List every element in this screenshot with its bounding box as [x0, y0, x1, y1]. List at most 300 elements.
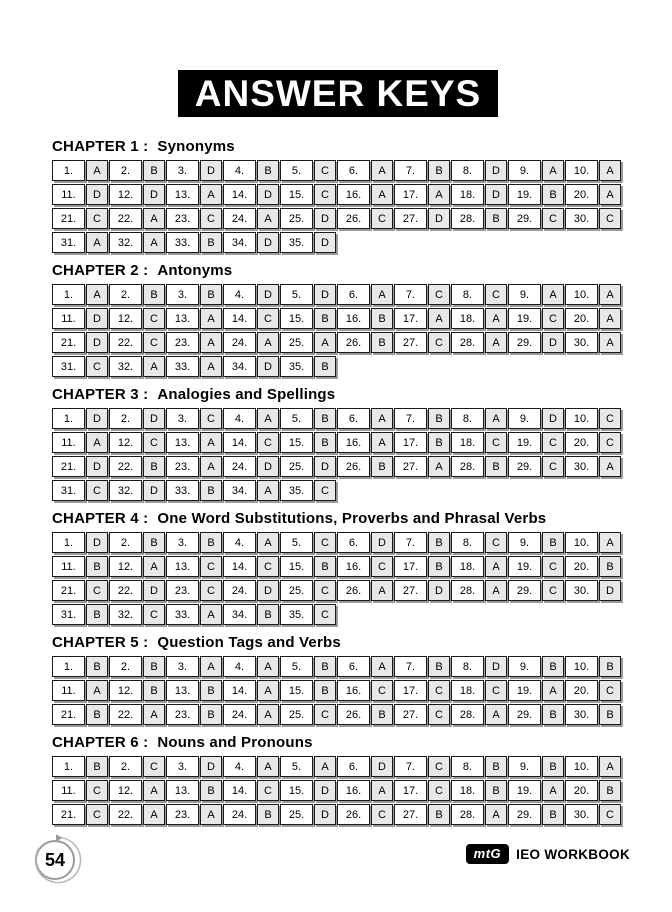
question-number-cell: 30.	[565, 332, 598, 353]
answer-cell: B	[200, 284, 222, 305]
page-number: 54	[44, 849, 66, 870]
answer-row	[52, 160, 624, 184]
answer-cell: A	[485, 556, 507, 577]
question-number-cell: 2.	[109, 532, 142, 553]
question-number-cell: 19.	[508, 680, 541, 701]
answer-cell: A	[371, 184, 393, 205]
answer-cell: C	[314, 604, 336, 625]
answer-cell: B	[371, 704, 393, 725]
question-number-cell: 10.	[565, 284, 598, 305]
answer-cell: A	[143, 232, 165, 253]
answer-cell: B	[428, 656, 450, 677]
question-number-cell: 11.	[52, 184, 85, 205]
mtg-logo: mtG	[466, 844, 510, 864]
answer-cell: A	[485, 804, 507, 825]
answer-cell: A	[428, 456, 450, 477]
answer-cell: B	[428, 408, 450, 429]
answer-cell: D	[314, 804, 336, 825]
answer-cell: C	[485, 432, 507, 453]
answer-cell: C	[86, 356, 108, 377]
answer-cell: D	[428, 580, 450, 601]
question-number-cell: 21.	[52, 456, 85, 477]
question-number-cell: 26.	[337, 332, 370, 353]
question-number-cell: 20.	[565, 680, 598, 701]
chapter-title: One Word Substitutions, Proverbs and Phrasal Verbs	[157, 510, 547, 527]
question-number-cell: 20.	[565, 432, 598, 453]
answer-cell: C	[542, 208, 564, 229]
question-number-cell: 1.	[52, 160, 85, 181]
question-number-cell: 7.	[394, 756, 427, 777]
chapter-number-label: CHAPTER 3 :	[52, 386, 149, 403]
answer-cell: D	[371, 756, 393, 777]
answer-cell: A	[143, 556, 165, 577]
publisher-brand	[466, 844, 630, 864]
question-number-cell: 26.	[337, 208, 370, 229]
question-number-cell: 3.	[166, 532, 199, 553]
answer-cell: A	[257, 332, 279, 353]
answer-cell: A	[257, 756, 279, 777]
answer-cell: A	[257, 208, 279, 229]
answer-cell: A	[542, 284, 564, 305]
answer-cell: D	[200, 756, 222, 777]
question-number-cell: 35.	[280, 356, 313, 377]
question-number-cell: 15.	[280, 780, 313, 801]
answer-cell: A	[86, 160, 108, 181]
chapter-number-label: CHAPTER 4 :	[52, 510, 149, 527]
question-number-cell: 5.	[280, 532, 313, 553]
answer-cell: A	[200, 456, 222, 477]
question-number-cell: 9.	[508, 656, 541, 677]
question-number-cell: 15.	[280, 308, 313, 329]
answer-cell: B	[314, 432, 336, 453]
question-number-cell: 22.	[109, 332, 142, 353]
answer-cell: B	[542, 184, 564, 205]
question-number-cell: 34.	[223, 232, 256, 253]
question-number-cell: 23.	[166, 580, 199, 601]
question-number-cell: 24.	[223, 804, 256, 825]
question-number-cell: 28.	[451, 332, 484, 353]
question-number-cell: 11.	[52, 780, 85, 801]
question-number-cell: 13.	[166, 556, 199, 577]
question-number-cell: 18.	[451, 780, 484, 801]
question-number-cell: 25.	[280, 804, 313, 825]
question-number-cell: 4.	[223, 284, 256, 305]
answer-cell: B	[200, 480, 222, 501]
answer-row	[52, 680, 624, 704]
answer-cell: C	[542, 432, 564, 453]
answer-cell: B	[542, 532, 564, 553]
answer-cell: C	[257, 780, 279, 801]
question-number-cell: 6.	[337, 756, 370, 777]
question-number-cell: 9.	[508, 160, 541, 181]
answer-cell: C	[371, 680, 393, 701]
answer-cell: D	[314, 208, 336, 229]
chapter-heading	[52, 386, 624, 403]
question-number-cell: 16.	[337, 184, 370, 205]
answer-cell: D	[371, 532, 393, 553]
question-number-cell: 24.	[223, 704, 256, 725]
answer-cell: D	[86, 308, 108, 329]
question-number-cell: 11.	[52, 556, 85, 577]
answer-row	[52, 656, 624, 680]
answer-table	[52, 532, 624, 628]
answer-cell: A	[599, 284, 621, 305]
answer-cell: B	[485, 208, 507, 229]
answer-table	[52, 284, 624, 380]
question-number-cell: 35.	[280, 480, 313, 501]
workbook-name: IEO WORKBOOK	[516, 846, 630, 862]
question-number-cell: 1.	[52, 656, 85, 677]
question-number-cell: 16.	[337, 680, 370, 701]
question-number-cell: 32.	[109, 604, 142, 625]
answer-row	[52, 232, 624, 256]
answer-cell: C	[542, 556, 564, 577]
answer-cell: B	[143, 160, 165, 181]
answer-cell: C	[314, 160, 336, 181]
answer-cell: C	[428, 780, 450, 801]
question-number-cell: 3.	[166, 656, 199, 677]
chapter-title: Antonyms	[157, 262, 233, 279]
answer-cell: C	[371, 556, 393, 577]
answer-cell: B	[485, 756, 507, 777]
question-number-cell: 33.	[166, 356, 199, 377]
question-number-cell: 6.	[337, 160, 370, 181]
answer-cell: D	[599, 580, 621, 601]
question-number-cell: 7.	[394, 656, 427, 677]
answer-row	[52, 408, 624, 432]
chapter-number-label: CHAPTER 6 :	[52, 734, 149, 751]
question-number-cell: 10.	[565, 656, 598, 677]
answer-cell: D	[86, 408, 108, 429]
answer-cell: B	[314, 680, 336, 701]
answer-cell: C	[257, 556, 279, 577]
answer-cell: D	[485, 656, 507, 677]
question-number-cell: 23.	[166, 804, 199, 825]
question-number-cell: 27.	[394, 456, 427, 477]
question-number-cell: 34.	[223, 480, 256, 501]
question-number-cell: 13.	[166, 184, 199, 205]
answer-cell: C	[314, 704, 336, 725]
question-number-cell: 14.	[223, 308, 256, 329]
chapter-6	[52, 734, 624, 828]
question-number-cell: 31.	[52, 232, 85, 253]
question-number-cell: 12.	[109, 308, 142, 329]
answer-cell: A	[542, 780, 564, 801]
question-number-cell: 21.	[52, 704, 85, 725]
question-number-cell: 14.	[223, 432, 256, 453]
question-number-cell: 25.	[280, 456, 313, 477]
question-number-cell: 8.	[451, 284, 484, 305]
question-number-cell: 4.	[223, 656, 256, 677]
question-number-cell: 31.	[52, 480, 85, 501]
question-number-cell: 22.	[109, 580, 142, 601]
answer-cell: A	[200, 432, 222, 453]
answer-cell: C	[542, 456, 564, 477]
question-number-cell: 19.	[508, 308, 541, 329]
question-number-cell: 21.	[52, 208, 85, 229]
answer-cell: C	[542, 580, 564, 601]
question-number-cell: 19.	[508, 780, 541, 801]
answer-cell: C	[86, 480, 108, 501]
answer-cell: B	[428, 160, 450, 181]
answer-table	[52, 408, 624, 504]
answer-cell: B	[86, 556, 108, 577]
answer-cell: C	[371, 208, 393, 229]
question-number-cell: 21.	[52, 804, 85, 825]
answer-cell: C	[200, 556, 222, 577]
question-number-cell: 32.	[109, 480, 142, 501]
chapter-title: Question Tags and Verbs	[157, 634, 341, 651]
chapter-number-label: CHAPTER 1 :	[52, 138, 149, 155]
question-number-cell: 19.	[508, 432, 541, 453]
answer-cell: A	[200, 332, 222, 353]
question-number-cell: 22.	[109, 704, 142, 725]
answer-cell: C	[200, 208, 222, 229]
answer-cell: A	[143, 356, 165, 377]
answer-cell: A	[599, 184, 621, 205]
answer-cell: B	[428, 432, 450, 453]
question-number-cell: 30.	[565, 704, 598, 725]
answer-cell: B	[428, 556, 450, 577]
chapter-4	[52, 510, 624, 628]
answer-cell: B	[86, 704, 108, 725]
question-number-cell: 35.	[280, 604, 313, 625]
answer-cell: A	[257, 704, 279, 725]
question-number-cell: 12.	[109, 184, 142, 205]
answer-cell: A	[428, 184, 450, 205]
answer-cell: B	[143, 456, 165, 477]
question-number-cell: 12.	[109, 432, 142, 453]
answer-cell: C	[485, 284, 507, 305]
question-number-cell: 16.	[337, 432, 370, 453]
question-number-cell: 27.	[394, 580, 427, 601]
answer-cell: B	[86, 656, 108, 677]
answer-cell: B	[599, 556, 621, 577]
answer-table	[52, 756, 624, 828]
answer-cell: C	[200, 408, 222, 429]
answer-cell: B	[542, 756, 564, 777]
question-number-cell: 26.	[337, 704, 370, 725]
question-number-cell: 18.	[451, 432, 484, 453]
answer-cell: C	[485, 532, 507, 553]
answer-cell: B	[257, 604, 279, 625]
question-number-cell: 17.	[394, 308, 427, 329]
question-number-cell: 26.	[337, 804, 370, 825]
question-number-cell: 5.	[280, 160, 313, 181]
question-number-cell: 27.	[394, 804, 427, 825]
question-number-cell: 25.	[280, 208, 313, 229]
question-number-cell: 30.	[565, 804, 598, 825]
answer-cell: B	[143, 680, 165, 701]
chapter-title: Synonyms	[157, 138, 235, 155]
answer-cell: D	[314, 284, 336, 305]
answer-cell: B	[542, 656, 564, 677]
answer-cell: A	[200, 356, 222, 377]
answer-row	[52, 308, 624, 332]
answer-cell: A	[371, 284, 393, 305]
question-number-cell: 30.	[565, 580, 598, 601]
answer-cell: B	[485, 780, 507, 801]
question-number-cell: 19.	[508, 556, 541, 577]
answer-cell: D	[143, 408, 165, 429]
question-number-cell: 29.	[508, 332, 541, 353]
question-number-cell: 22.	[109, 804, 142, 825]
question-number-cell: 14.	[223, 680, 256, 701]
question-number-cell: 23.	[166, 208, 199, 229]
question-number-cell: 14.	[223, 184, 256, 205]
answer-cell: B	[314, 308, 336, 329]
answer-cell: B	[143, 532, 165, 553]
answer-row	[52, 556, 624, 580]
answer-cell: A	[599, 456, 621, 477]
question-number-cell: 13.	[166, 780, 199, 801]
question-number-cell: 16.	[337, 780, 370, 801]
question-number-cell: 24.	[223, 332, 256, 353]
answer-cell: D	[542, 408, 564, 429]
question-number-cell: 9.	[508, 284, 541, 305]
answer-cell: B	[200, 704, 222, 725]
answer-cell: A	[143, 780, 165, 801]
question-number-cell: 19.	[508, 184, 541, 205]
question-number-cell: 2.	[109, 160, 142, 181]
question-number-cell: 18.	[451, 308, 484, 329]
answer-table	[52, 656, 624, 728]
answer-row	[52, 284, 624, 308]
chapter-heading	[52, 262, 624, 279]
answer-cell: D	[257, 284, 279, 305]
answer-row	[52, 604, 624, 628]
question-number-cell: 15.	[280, 556, 313, 577]
question-number-cell: 22.	[109, 456, 142, 477]
answer-row	[52, 480, 624, 504]
answer-cell: B	[200, 680, 222, 701]
answer-cell: C	[599, 208, 621, 229]
answer-cell: A	[371, 408, 393, 429]
question-number-cell: 25.	[280, 704, 313, 725]
question-number-cell: 5.	[280, 284, 313, 305]
question-number-cell: 29.	[508, 804, 541, 825]
answer-cell: A	[485, 408, 507, 429]
question-number-cell: 28.	[451, 208, 484, 229]
question-number-cell: 8.	[451, 756, 484, 777]
question-number-cell: 12.	[109, 680, 142, 701]
question-number-cell: 8.	[451, 408, 484, 429]
answer-cell: D	[485, 160, 507, 181]
question-number-cell: 20.	[565, 184, 598, 205]
answer-row	[52, 456, 624, 480]
question-number-cell: 17.	[394, 680, 427, 701]
answer-cell: A	[86, 432, 108, 453]
question-number-cell: 32.	[109, 232, 142, 253]
answer-row	[52, 580, 624, 604]
answer-cell: B	[428, 532, 450, 553]
answer-cell: A	[200, 656, 222, 677]
page-number-badge	[28, 832, 82, 886]
question-number-cell: 17.	[394, 432, 427, 453]
question-number-cell: 29.	[508, 456, 541, 477]
question-number-cell: 25.	[280, 580, 313, 601]
answer-cell: C	[143, 604, 165, 625]
question-number-cell: 10.	[565, 160, 598, 181]
question-number-cell: 16.	[337, 308, 370, 329]
answer-row	[52, 704, 624, 728]
question-number-cell: 35.	[280, 232, 313, 253]
answer-cell: A	[371, 580, 393, 601]
answer-cell: A	[143, 208, 165, 229]
answer-cell: C	[257, 432, 279, 453]
answer-cell: C	[542, 308, 564, 329]
answer-cell: B	[86, 604, 108, 625]
answer-cell: A	[485, 332, 507, 353]
answer-cell: D	[257, 356, 279, 377]
question-number-cell: 29.	[508, 704, 541, 725]
question-number-cell: 12.	[109, 556, 142, 577]
answer-cell: C	[428, 756, 450, 777]
question-number-cell: 29.	[508, 208, 541, 229]
question-number-cell: 31.	[52, 604, 85, 625]
question-number-cell: 21.	[52, 580, 85, 601]
answer-cell: A	[599, 756, 621, 777]
answer-cell: C	[86, 804, 108, 825]
question-number-cell: 13.	[166, 432, 199, 453]
answer-cell: C	[200, 580, 222, 601]
question-number-cell: 5.	[280, 756, 313, 777]
answer-cell: D	[485, 184, 507, 205]
question-number-cell: 23.	[166, 456, 199, 477]
answer-cell: B	[371, 308, 393, 329]
answer-cell: B	[542, 804, 564, 825]
answer-cell: B	[599, 780, 621, 801]
answer-cell: A	[599, 160, 621, 181]
question-number-cell: 2.	[109, 284, 142, 305]
chapter-heading	[52, 634, 624, 651]
answer-cell: B	[314, 656, 336, 677]
question-number-cell: 1.	[52, 756, 85, 777]
question-number-cell: 11.	[52, 680, 85, 701]
question-number-cell: 28.	[451, 804, 484, 825]
question-number-cell: 1.	[52, 284, 85, 305]
question-number-cell: 26.	[337, 456, 370, 477]
question-number-cell: 9.	[508, 756, 541, 777]
answer-cell: D	[86, 184, 108, 205]
chapter-heading	[52, 734, 624, 751]
question-number-cell: 14.	[223, 780, 256, 801]
answer-cell: D	[143, 580, 165, 601]
question-number-cell: 33.	[166, 480, 199, 501]
answer-cell: A	[200, 604, 222, 625]
answer-cell: A	[200, 308, 222, 329]
answer-cell: C	[314, 480, 336, 501]
answer-cell: C	[314, 580, 336, 601]
answer-cell: A	[257, 656, 279, 677]
question-number-cell: 27.	[394, 208, 427, 229]
question-number-cell: 4.	[223, 160, 256, 181]
question-number-cell: 1.	[52, 532, 85, 553]
answer-cell: B	[257, 804, 279, 825]
question-number-cell: 2.	[109, 656, 142, 677]
question-number-cell: 20.	[565, 780, 598, 801]
answer-cell: C	[86, 580, 108, 601]
answer-cell: A	[257, 480, 279, 501]
question-number-cell: 11.	[52, 308, 85, 329]
question-number-cell: 11.	[52, 432, 85, 453]
question-number-cell: 1.	[52, 408, 85, 429]
chapter-heading	[52, 510, 624, 527]
answer-cell: B	[143, 284, 165, 305]
question-number-cell: 3.	[166, 756, 199, 777]
answer-cell: C	[599, 804, 621, 825]
question-number-cell: 22.	[109, 208, 142, 229]
